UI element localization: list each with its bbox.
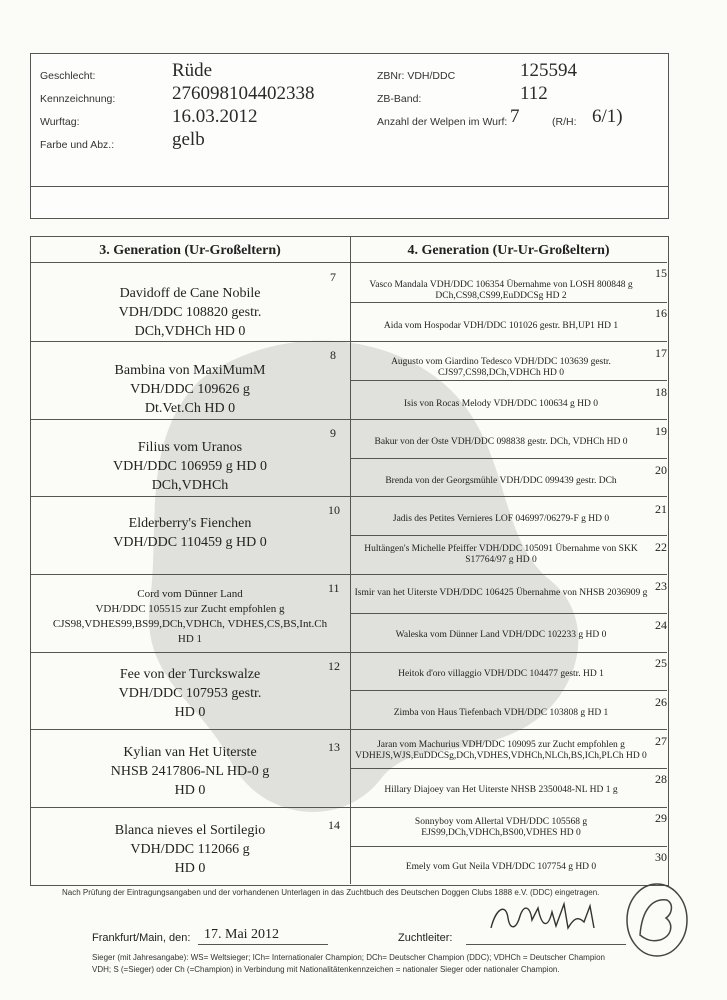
gen4-entry (350, 630, 652, 641)
sex-label: Geschlecht: (40, 70, 96, 82)
gen4-number: 23 (655, 579, 667, 593)
litter-split-label: (R/H: (552, 116, 577, 128)
gen3-row-divider (30, 496, 350, 497)
entry-line: VDH/DDC 108820 gestr. (118, 305, 262, 320)
entry-line: HD 0 (174, 783, 206, 798)
entry-line: CJS97,CS98,DCh,VDHCh HD 0 (438, 368, 564, 378)
legend-line-1: Sieger (mit Jahresangabe): WS= Weltsieger; ICh= Internationaler Champion; DCh= Deutscher Champion (DDC); VDHCh = Deutscher Champion (92, 953, 605, 962)
gen3-number: 12 (328, 659, 340, 673)
entry-line: Davidoff de Cane Nobile (119, 286, 261, 301)
entry-line: DCh,VDHCh HD 0 (134, 324, 246, 339)
entry-line: Dt.Vet.Ch HD 0 (144, 401, 236, 416)
gen3-entry (30, 361, 350, 418)
gen4-number: 24 (655, 618, 667, 632)
remarks-box (30, 186, 669, 219)
gen4-number: 20 (655, 463, 667, 477)
volume-label: ZB-Band: (377, 93, 422, 105)
gen3-number: 13 (328, 740, 340, 754)
entry-line: Hillary Diajoey van Het Uiterste NHSB 2350048-NL HD 1 g (384, 785, 618, 795)
entry-line: NHSB 2417806-NL HD-0 g (110, 764, 270, 779)
gen4-row-divider (350, 846, 667, 847)
color-value: gelb (172, 129, 205, 150)
gen4-number: 17 (655, 346, 667, 360)
gen4-entry (350, 321, 652, 332)
entry-line: Fee von der Turckswalze (119, 667, 261, 682)
gen3-row-divider (30, 341, 350, 342)
gen3-entry (30, 587, 350, 647)
gen4-entry (350, 740, 652, 762)
color-label: Farbe und Abz.: (40, 139, 115, 151)
place-date-label: Frankfurt/Main, den: (92, 932, 191, 944)
litter-split-value: 6/1) (592, 106, 623, 127)
gen4-number: 29 (655, 811, 667, 825)
birthdate-value: 16.03.2012 (172, 106, 258, 127)
gen3-number: 14 (328, 818, 340, 832)
gen3-number: 11 (328, 581, 340, 595)
entry-line: EJS99,DCh,VDHCh,BS00,VDHES HD 0 (421, 828, 581, 838)
entry-line: CJS98,VDHES99,BS99,DCh,VDHCh, VDHES,CS,BS,Int.Ch (52, 618, 328, 630)
gen4-entry (350, 862, 652, 873)
gen4-row-divider (350, 768, 667, 769)
entry-line: HD 1 (177, 633, 203, 645)
gen4-row-divider (350, 458, 667, 459)
gen4-number: 27 (655, 734, 667, 748)
entry-line: Kylian van Het Uiterste (123, 745, 257, 760)
gen4-number: 15 (655, 266, 667, 280)
entry-line: Vasco Mandala VDH/DDC 106354 Übernahme von LOSH 800848 g (369, 280, 633, 290)
registry-label: ZBNr: VDH/DDC (377, 70, 456, 82)
gen3-entry (30, 438, 350, 495)
entry-line: Brenda von der Georgsmühle VDH/DDC 099439 gestr. DCh (385, 476, 617, 486)
gen4-number: 26 (655, 695, 667, 709)
gen4-number: 28 (655, 772, 667, 786)
legend-line-2: VDH; S (=Sieger) oder Ch (=Champion) in Verbindung mit Nationalitätenkennzeichen = nationaler Sieger oder nationaler Champion. (92, 965, 560, 974)
gen3-row-divider (30, 807, 350, 808)
entry-line: Ismir van het Uiterste VDH/DDC 106425 Übernahme von NHSB 2036909 g (354, 588, 648, 598)
litter-size-value: 7 (510, 106, 520, 127)
stamp-image (622, 880, 692, 960)
gen3-entry (30, 284, 350, 341)
gen4-number: 25 (655, 656, 667, 670)
entry-line: Jadis des Petites Vernieres LOF 046997/06279-F g HD 0 (392, 514, 610, 524)
gen4-row-divider (350, 419, 667, 420)
gen4-entry (350, 817, 652, 839)
gen4-number: 19 (655, 424, 667, 438)
entry-line: HD 0 (174, 861, 206, 876)
registration-note: Nach Prüfung der Eintragungsangaben und der vorhandenen Unterlagen in das Zuchtbuch des Deutschen Doggen Clubs 1888 e.V. (DDC) eingetragen. (62, 888, 600, 897)
gen3-row-divider (30, 574, 350, 575)
signature-underline (466, 944, 626, 945)
signature-image (486, 898, 606, 938)
entry-line: Filius vom Uranos (137, 440, 243, 455)
entry-line: VDH/DDC 107953 gestr. (118, 686, 262, 701)
gen4-entry (350, 476, 652, 487)
gen4-entry (350, 588, 652, 599)
birthdate-label: Wurftag: (40, 116, 80, 128)
entry-line: DCh,CS98,CS99,EuDDCSg HD 2 (435, 291, 567, 301)
entry-line: Heitok d'oro villaggio VDH/DDC 104477 gestr. HD 1 (398, 669, 604, 679)
gen3-number: 7 (330, 270, 336, 284)
entry-line: Waleska vom Dünner Land VDH/DDC 102233 g HD 0 (395, 630, 607, 640)
entry-line: VDHEJS,WJS,EuDDCSg,DCh,VDHES,VDHCh,NLCh,BS,ICh,PLCh HD 0 (355, 751, 647, 761)
entry-line: Emely vom Gut Neila VDH/DDC 107754 g HD 0 (405, 862, 597, 872)
gen4-row-divider (350, 302, 667, 303)
gen4-number: 30 (655, 850, 667, 864)
gen4-row-divider (350, 574, 667, 575)
gen4-row-divider (350, 613, 667, 614)
entry-line: Hultängen's Michelle Pfeiffer VDH/DDC 105091 Übernahme von SKK (364, 544, 638, 554)
issue-date: 17. Mai 2012 (204, 927, 280, 942)
official-label: Zuchtleiter: (398, 932, 453, 944)
gen4-row-divider (350, 341, 667, 342)
entry-line: VDH/DDC 105515 zur Zucht empfohlen g (95, 603, 285, 615)
entry-line: VDH/DDC 112066 g (130, 842, 250, 857)
gen3-row-divider (30, 652, 350, 653)
entry-line: Isis von Rocas Melody VDH/DDC 100634 g HD 0 (403, 399, 599, 409)
generation3-title: 3. Generation (Ur-Großeltern) (99, 243, 281, 258)
entry-line: VDH/DDC 109626 g (130, 382, 250, 397)
chip-label: Kennzeichnung: (40, 93, 116, 105)
gen4-row-divider (350, 690, 667, 691)
gen3-entry (30, 743, 350, 800)
entry-line: Sonnyboy vom Allertal VDH/DDC 105568 g (414, 817, 588, 827)
entry-line: HD 0 (174, 705, 206, 720)
gen3-number: 9 (330, 426, 336, 440)
gen4-number: 18 (655, 385, 667, 399)
gen4-entry (350, 544, 652, 566)
entry-line: Augusto vom Giardino Tedesco VDH/DDC 103639 gestr. (391, 357, 611, 367)
entry-line: VDH/DDC 106959 g HD 0 (113, 459, 267, 474)
generation4-title: 4. Generation (Ur-Ur-Großeltern) (407, 243, 610, 258)
gen3-row-divider (30, 729, 350, 730)
entry-line: VDH/DDC 110459 g HD 0 (113, 535, 267, 550)
gen4-number: 22 (655, 540, 667, 554)
gen4-row-divider (350, 652, 667, 653)
entry-line: DCh,VDHCh (151, 478, 229, 493)
gen4-entry (350, 357, 652, 379)
gen3-number: 10 (328, 503, 340, 517)
entry-line: Cord vom Dünner Land (137, 588, 243, 600)
title-row-divider (30, 262, 667, 263)
entry-line: Bambina von MaxiMumM (114, 363, 266, 378)
gen3-entry (30, 665, 350, 722)
entry-line: S17764/97 g HD 0 (465, 555, 537, 565)
entry-line: Zimba von Haus Tiefenbach VDH/DDC 103808 g HD 1 (393, 708, 609, 718)
gen4-row-divider (350, 729, 667, 730)
chip-value: 276098104402338 (172, 83, 315, 104)
gen3-entry (30, 514, 350, 552)
registry-value: 125594 (520, 60, 577, 81)
entry-line: Aida vom Hospodar VDH/DDC 101026 gestr. BH,UP1 HD 1 (383, 321, 619, 331)
volume-value: 112 (520, 83, 548, 104)
gen4-number: 21 (655, 502, 667, 516)
gen3-row-divider (30, 419, 350, 420)
gen4-row-divider (350, 496, 667, 497)
gen4-entry (350, 785, 652, 796)
gen4-entry (350, 280, 652, 302)
gen4-row-divider (350, 380, 667, 381)
gen3-number: 8 (330, 348, 336, 362)
gen3-entry (30, 821, 350, 878)
entry-line: Elderberry's Fienchen (128, 516, 252, 531)
gen4-entry (350, 399, 652, 410)
gen4-row-divider (350, 535, 667, 536)
entry-line: Blanca nieves el Sortilegio (114, 823, 266, 838)
gen4-row-divider (350, 807, 667, 808)
gen4-entry (350, 437, 652, 448)
litter-size-label: Anzahl der Welpen im Wurf: (377, 116, 508, 128)
gen4-entry (350, 514, 652, 525)
gen4-number: 16 (655, 306, 667, 320)
entry-line: Jaran vom Machurius VDH/DDC 109095 zur Zucht empfohlen g (377, 740, 625, 750)
date-underline (198, 944, 328, 945)
entry-line: Bakur von der Oste VDH/DDC 098838 gestr. DCh, VDHCh HD 0 (374, 437, 628, 447)
gen4-entry (350, 708, 652, 719)
gen4-entry (350, 669, 652, 680)
sex-value: Rüde (172, 60, 213, 81)
